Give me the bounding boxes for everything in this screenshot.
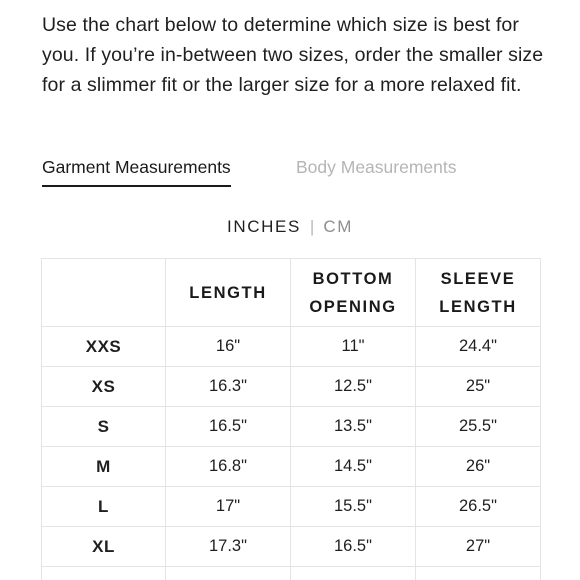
intro-line-2: you. If you’re in-between two sizes, order the smaller size: [42, 44, 544, 66]
bottom-opening-cell: 11": [291, 327, 416, 367]
bottom-opening-cell: 14.5": [291, 447, 416, 487]
sleeve-length-cell: 26": [416, 447, 541, 487]
unit-separator: |: [309, 217, 315, 236]
length-cell: 16.5": [166, 407, 291, 447]
measurement-tabs: [42, 155, 542, 189]
length-cell: 17.3": [166, 527, 291, 567]
header-size: [42, 259, 166, 327]
sleeve-length-cell: 24.4": [416, 327, 541, 367]
size-cell: S: [42, 407, 166, 447]
size-guide-intro: [42, 10, 552, 100]
size-cell: L: [42, 487, 166, 527]
unit-toggle: [0, 215, 580, 239]
empty-cell: [42, 567, 166, 580]
empty-cell: [291, 567, 416, 580]
header-bottom-opening-line2: OPENING: [309, 297, 397, 316]
tab-body-label: Body Measurements: [296, 157, 457, 177]
tab-garment-label: Garment Measurements: [42, 157, 231, 177]
empty-cell: [416, 567, 541, 580]
active-tab-underline: [42, 185, 231, 187]
intro-line-1: Use the chart below to determine which size is best for: [42, 14, 519, 36]
table-row: [42, 407, 541, 447]
bottom-opening-cell: 16.5": [291, 527, 416, 567]
size-cell: XL: [42, 527, 166, 567]
table-row: [42, 527, 541, 567]
sleeve-length-cell: 26.5": [416, 487, 541, 527]
length-cell: 16": [166, 327, 291, 367]
header-length: [166, 259, 291, 327]
table-row: [42, 367, 541, 407]
size-chart-table: [41, 258, 541, 580]
size-cell: XS: [42, 367, 166, 407]
sleeve-length-cell: 25.5": [416, 407, 541, 447]
tab-garment-measurements[interactable]: [42, 155, 231, 179]
length-cell: 17": [166, 487, 291, 527]
bottom-opening-cell: 12.5": [291, 367, 416, 407]
header-sleeve-length-line1: SLEEVE: [440, 269, 516, 288]
bottom-opening-cell: 13.5": [291, 407, 416, 447]
bottom-opening-cell: 15.5": [291, 487, 416, 527]
table-row: [42, 487, 541, 527]
empty-cell: [166, 567, 291, 580]
length-cell: 16.3": [166, 367, 291, 407]
size-cell: M: [42, 447, 166, 487]
unit-inches-button[interactable]: INCHES: [227, 217, 301, 236]
table-row-cut-off: [42, 567, 541, 580]
table-row: [42, 447, 541, 487]
length-cell: 16.8": [166, 447, 291, 487]
header-sleeve-length-line2: LENGTH: [439, 297, 517, 316]
header-sleeve-length: [416, 259, 541, 327]
header-length-line1: LENGTH: [189, 283, 267, 302]
unit-cm-button[interactable]: CM: [323, 217, 353, 236]
sleeve-length-cell: 27": [416, 527, 541, 567]
size-cell: XXS: [42, 327, 166, 367]
table-header-row: [42, 259, 541, 327]
header-bottom-opening-line1: BOTTOM: [312, 269, 394, 288]
sleeve-length-cell: 25": [416, 367, 541, 407]
table-row: [42, 327, 541, 367]
tab-body-measurements[interactable]: [296, 155, 457, 179]
header-bottom-opening: [291, 259, 416, 327]
intro-line-3: for a slimmer fit or the larger size for a more relaxed fit.: [42, 74, 522, 96]
